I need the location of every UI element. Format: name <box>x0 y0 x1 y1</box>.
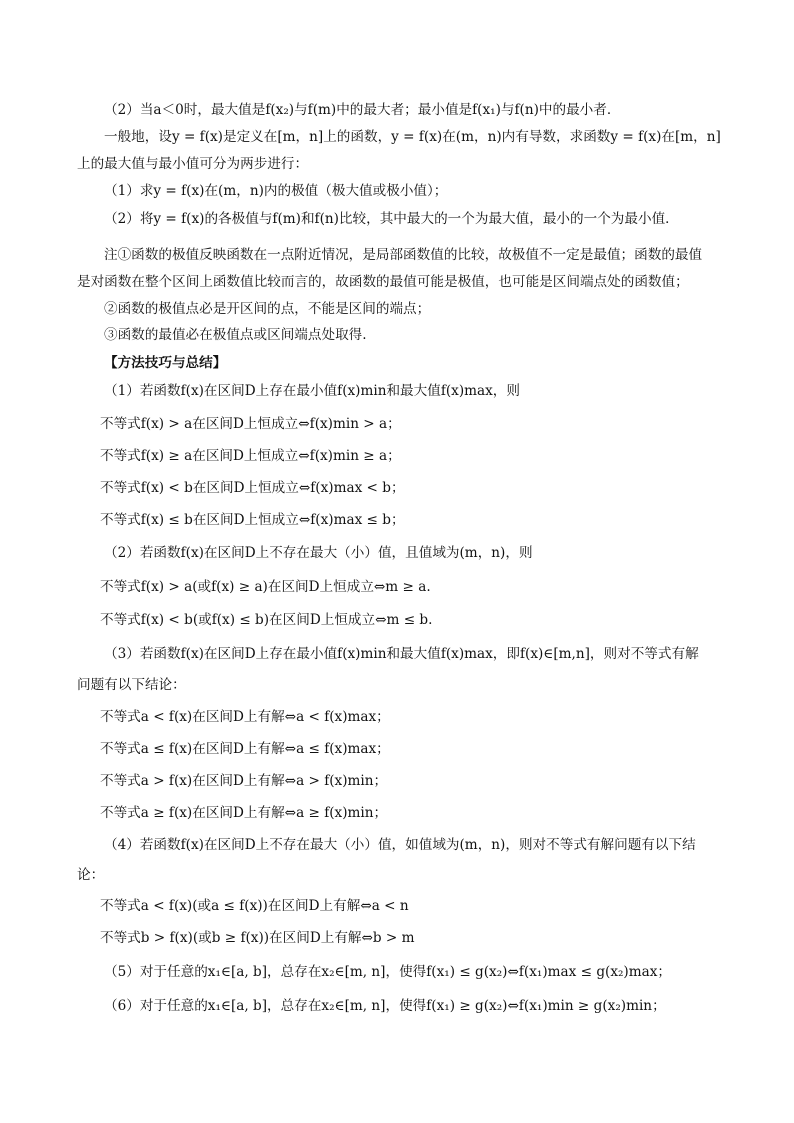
general-method-text-cont: 上的最大值与最小值可分为两步进行： <box>77 156 309 172</box>
step-2-text: （2）将y = f(x)的各极值与f(m)和f(n)比较，其中最大的一个为最大值，最小的一个为最小值． <box>104 211 679 227</box>
summary-1-text: （1）若函数f(x)在区间D上存在最小值f(x)min和最大值f(x)max，则 <box>104 383 520 399</box>
summary-3-text-cont: 问题有以下结论： <box>77 677 186 693</box>
summary-6-text: （6）对于任意的x₁∈[a, b]，总存在x₂∈[m, n]，使得f(x₁) ≥ g(x₂)⇔f(x₁)min ≥ g(x₂)min； <box>104 998 666 1014</box>
inequality-line: 不等式a < f(x)在区间D上有解⇔a < f(x)max； <box>100 709 390 725</box>
inequality-line: 不等式f(x) > a(或f(x) ≥ a)在区间D上恒成立⇔m ≥ a. <box>100 579 431 595</box>
summary-4-text: （4）若函数f(x)在区间D上不存在最大（小）值，如值域为(m，n)，则对不等式有解问题有以下结 <box>104 837 696 853</box>
inequality-line: 不等式f(x) > a在区间D上恒成立⇔f(x)min > a； <box>100 416 401 432</box>
section-heading: 【方法技巧与总结】 <box>104 355 227 371</box>
inequality-line: 不等式f(x) < b(或f(x) ≤ b)在区间D上恒成立⇔m ≤ b. <box>100 612 433 628</box>
inequality-line: 不等式f(x) < b在区间D上恒成立⇔f(x)max < b； <box>100 480 405 496</box>
inequality-line: 不等式a < f(x)(或a ≤ f(x))在区间D上有解⇔a < n <box>100 898 409 914</box>
summary-2-text: （2）若函数f(x)在区间D上不存在最大（小）值，且值域为(m，n)，则 <box>104 545 533 561</box>
inequality-line: 不等式f(x) ≥ a在区间D上恒成立⇔f(x)min ≥ a； <box>100 448 401 464</box>
note-1-text-cont: 是对函数在整个区间上函数值比较而言的，故函数的最值可能是极值，也可能是区间端点处的函数值； <box>77 274 689 290</box>
summary-3-text: （3）若函数f(x)在区间D上存在最小值f(x)min和最大值f(x)max，即f(x)∈[m,n]，则对不等式有解 <box>104 646 699 662</box>
inequality-line: 不等式f(x) ≤ b在区间D上恒成立⇔f(x)max ≤ b； <box>100 512 405 528</box>
inequality-line: 不等式b > f(x)(或b ≥ f(x))在区间D上有解⇔b > m <box>100 930 415 946</box>
inequality-line: 不等式a ≥ f(x)在区间D上有解⇔a ≥ f(x)min； <box>100 805 388 821</box>
case-a-negative-text: （2）当a＜0时，最大值是f(x₂)与f(m)中的最大者；最小值是f(x₁)与f(n)中的最小者． <box>104 102 621 118</box>
summary-5-text: （5）对于任意的x₁∈[a, b]，总存在x₂∈[m, n]，使得f(x₁) ≤ g(x₂)⇔f(x₁)max ≤ g(x₂)max； <box>104 964 671 980</box>
inequality-line: 不等式a ≤ f(x)在区间D上有解⇔a ≤ f(x)max； <box>100 741 390 757</box>
inequality-line: 不等式a > f(x)在区间D上有解⇔a > f(x)min； <box>100 773 388 789</box>
step-1-text: （1）求y = f(x)在(m，n)内的极值（极大值或极小值）； <box>104 183 448 199</box>
note-2-text: ②函数的极值点必是开区间的点，不能是区间的端点； <box>104 301 431 317</box>
summary-4-text-cont: 论： <box>77 867 105 883</box>
note-1-text: 注①函数的极值反映函数在一点附近情况，是局部函数值的比较，故极值不一定是最值；函数的最值 <box>104 247 703 263</box>
note-3-text: ③函数的最值必在极值点或区间端点处取得. <box>104 327 367 343</box>
general-method-text: 一般地，设y = f(x)是定义在[m，n]上的函数，y = f(x)在(m，n)内有导数，求函数y = f(x)在[m，n] <box>104 129 721 145</box>
